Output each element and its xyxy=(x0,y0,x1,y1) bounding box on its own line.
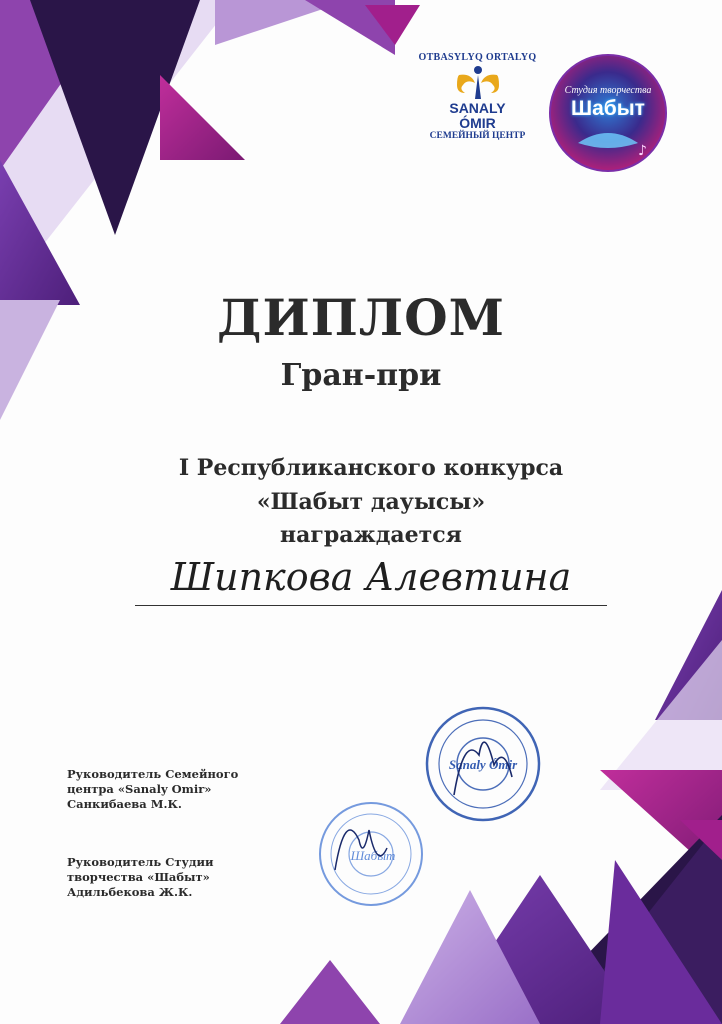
shabyt-studio-logo xyxy=(548,53,668,173)
logo-name-line1: SANALY xyxy=(449,100,506,116)
family-emblem-icon xyxy=(455,65,501,101)
signature-line: центра «Sanaly Omir» xyxy=(67,782,212,796)
round-stamp-icon xyxy=(317,800,425,908)
round-stamp-icon xyxy=(424,705,542,823)
stamp-center-text: Sanaly Ómir xyxy=(448,757,518,772)
logo-name-line2: ÓMIR xyxy=(459,115,496,131)
logo-top-text: OTBASYLYQ ORTALYQ xyxy=(418,52,537,63)
studio-subtitle: Студия творчества xyxy=(564,85,652,96)
logo-bottom-text: СЕМЕЙНЫЙ ЦЕНТР xyxy=(429,131,526,141)
award-title: Гран-при xyxy=(280,358,442,393)
signature-line: Руководитель Семейного xyxy=(67,767,239,781)
stamp-center-text: Шабыт xyxy=(350,848,396,863)
contest-line: I Республиканского конкурса xyxy=(178,455,564,481)
signature-line: Руководитель Студии xyxy=(67,855,214,869)
diploma-title: ДИПЛОМ xyxy=(216,288,506,347)
awardee-name: Шипкова Алевтина xyxy=(135,555,607,606)
sanaly-omir-logo xyxy=(405,52,550,172)
svg-text:♪: ♪ xyxy=(638,143,647,159)
contest-name: «Шабыт дауысы» xyxy=(256,489,486,515)
signature-block-studio xyxy=(67,855,214,900)
studio-name: Шабыт xyxy=(571,97,645,120)
signature-line: творчества «Шабыт» xyxy=(67,870,210,884)
signature-block-family-center xyxy=(67,767,238,812)
awarded-text: награждается xyxy=(280,522,462,548)
signature-name: Санкибаева М.К. xyxy=(67,797,182,811)
signature-name: Адильбекова Ж.К. xyxy=(67,885,193,899)
